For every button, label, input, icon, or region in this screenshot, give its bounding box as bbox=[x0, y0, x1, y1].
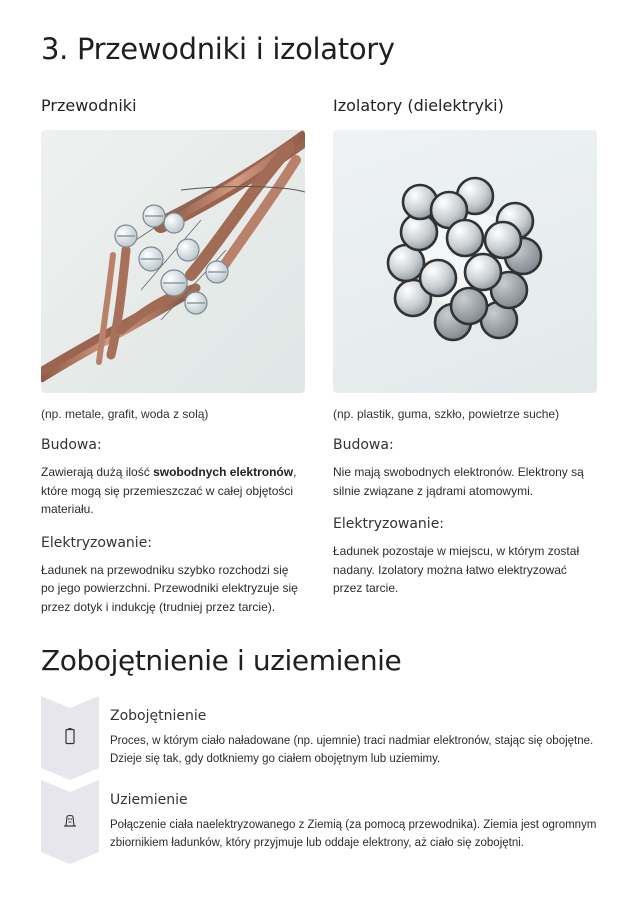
step-text: Połączenie ciała naelektryzowanego z Ziemią (za pomocą przewodnika). Ziemia jest ogromnym zbiornikiem ładunków, który przyjmuje lub oddaje elektrony, aż ciało się zobojętni. bbox=[110, 819, 597, 849]
battery-icon bbox=[60, 726, 80, 746]
insulators-charging-heading: Elektryzowanie: bbox=[333, 516, 445, 532]
conductors-structure-text: Zawierają dużą ilość swobodnych elektronów, które mogą się przemieszczać w całej objętości materiału. bbox=[41, 465, 297, 516]
conductors-charging-heading: Elektryzowanie: bbox=[41, 534, 153, 551]
conductors-charging-text: Ładunek na przewodniku szybko rozchodzi się po jego powierzchni. Przewodniki elektryzuje się przez dotyk i indukcję (trudniej przez tarcie). bbox=[41, 562, 298, 614]
section-title-neutralization: Zobojętnienie i uziemienie bbox=[41, 644, 402, 677]
step-title: Uziemienie bbox=[110, 792, 188, 808]
conductors-examples: (np. metale, grafit, woda z solą) bbox=[41, 407, 209, 421]
conductors-title: Przewodniki bbox=[41, 96, 137, 115]
step-text: Proces, w którym ciało naładowane (np. ujemnie) traci nadmiar elektronów, stając się obojętne. Dzieje się tak, gdy dotkniemy go ciałem obojętnym lub uziemimy. bbox=[110, 735, 594, 765]
step-neutralization bbox=[41, 696, 601, 780]
copper-wire-illustration bbox=[41, 130, 305, 393]
atoms-cluster-illustration bbox=[333, 130, 597, 393]
step-title: Zobojętnienie bbox=[110, 708, 207, 724]
step-grounding bbox=[41, 780, 601, 864]
insulators-examples: (np. plastik, guma, szkło, powietrze suche) bbox=[333, 407, 560, 421]
insulators-title: Izolatory (dielektryki) bbox=[333, 96, 504, 115]
insulators-structure-heading: Budowa: bbox=[333, 437, 394, 453]
page-title: 3. Przewodniki i izolatory bbox=[41, 32, 395, 66]
insulators-charging-text: Ładunek pozostaje w miejscu, w którym został nadany. Izolatory można łatwo elektryzować przez tarcie. bbox=[333, 544, 580, 595]
ground-icon bbox=[60, 810, 80, 830]
conductors-structure-heading: Budowa: bbox=[41, 437, 102, 453]
insulators-column bbox=[333, 96, 597, 598]
insulators-structure-text: Nie mają swobodnych elektronów. Elektrony są silnie związane z jądrami atomowymi. bbox=[333, 465, 584, 498]
conductors-column bbox=[41, 96, 305, 616]
